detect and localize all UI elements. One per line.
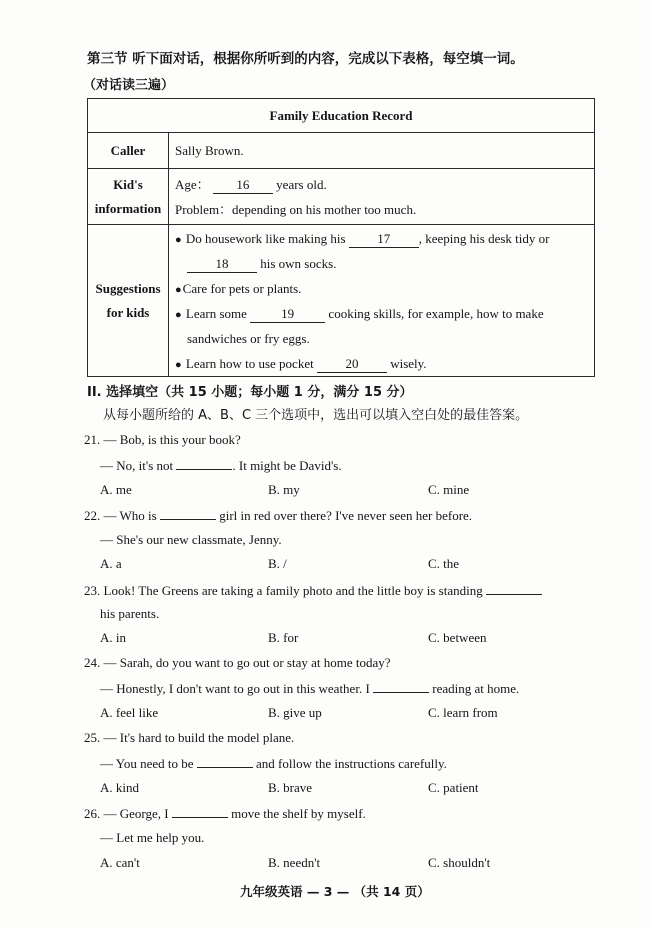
q26-blank [172,805,228,818]
problem-line: Problem：depending on his mother too much. [175,201,417,217]
q24-reply [100,680,519,697]
q25-stem: 25. — It's hard to build the model plane. [84,730,295,745]
q22-option-a: A. a [100,556,122,571]
suggestions-cell [169,225,595,377]
suggestion-1-text-a: Do housework like making his [185,230,346,246]
q21-reply-b: . It might be David's. [232,458,342,473]
q21-stem: 21. — Bob, is this your book? [84,432,241,447]
q22-option-b: B. / [268,556,287,571]
suggestion-1 [175,226,594,251]
q25-option-c: C. patient [428,780,479,795]
part2-title: II. 选择填空（共 15 小题；每小题 1 分，满分 15 分） [87,385,413,400]
q21-blank [176,457,232,470]
q25-option-b: B. brave [268,780,313,795]
q23-option-a: A. in [100,630,126,645]
caller-label: Caller [88,133,169,169]
q24-option-a: A. feel like [100,705,159,720]
q25-blank [197,755,253,768]
q26-option-c: C. shouldn't [428,855,491,870]
blank-18: 18 [187,255,257,273]
q24-blank [373,680,429,693]
q22-stem-a: 22. — Who is [84,508,157,523]
suggestion-3 [175,301,594,326]
q22-blank [160,507,216,520]
q22-stem-b: girl in red over there? I've never seen her before. [219,508,473,523]
blank-19: 19 [250,305,325,323]
suggestion-3-text-b: cooking skills, for example, how to make [328,305,544,321]
q26-stem-a: 26. — George, I [84,806,169,821]
suggestion-1-continued [175,251,594,276]
suggestions-label-line2: for kids [106,304,150,320]
q25-reply-a: — You need to be [100,756,194,771]
q24-reply-a: — Honestly, I don't want to go out in this weather. I [100,681,370,696]
suggestion-1-text-b: , keeping his desk tidy or [418,230,550,246]
suggestions-label-line1: Suggestions [95,280,161,296]
blank-17: 17 [349,230,419,248]
kid-label-line2: information [94,200,162,216]
q23-option-b: B. for [268,630,299,645]
q21-option-a: A. me [100,482,132,497]
suggestion-1-text-c: his own socks. [260,255,337,271]
q21-reply-a: — No, it's not [100,458,174,473]
suggestion-4-text-b: wisely. [390,355,427,371]
q25-option-a: A. kind [100,780,139,795]
age-prefix: Age： [175,176,210,192]
q26-option-b: B. needn't [268,855,321,870]
q23-option-c: C. between [428,630,487,645]
suggestion-2: ● Care for pets or plants. [175,276,594,301]
q23-continued: his parents. [100,606,160,621]
q24-option-c: C. learn from [428,705,498,720]
q23-blank [486,582,542,595]
q25-reply [100,755,447,772]
section-title: 第三节 听下面对话，根据你所听到的内容，完成以下表格，每空填一词。 [87,51,524,67]
q21-reply [100,457,342,474]
kid-info-label [88,169,169,225]
q24-stem: 24. — Sarah, do you want to go out or stay at home today? [84,655,391,670]
q25-reply-b: and follow the instructions carefully. [256,756,447,771]
q23-stem-a: 23. Look! The Greens are taking a family photo and the little boy is standing [84,583,483,598]
q24-reply-b: reading at home. [432,681,520,696]
q21-option-b: B. my [268,482,300,497]
q22-option-c: C. the [428,556,460,571]
q26-stem-b: move the shelf by myself. [231,806,366,821]
page-footer: 九年级英语 — 3 — （共 14 页） [240,884,430,899]
section-note: （对话读三遍） [83,78,175,93]
q23-stem [84,582,542,599]
q21-option-c: C. mine [428,482,470,497]
q26-stem [84,805,366,822]
suggestions-label [88,225,169,377]
suggestion-3-text-a: Learn some [185,305,247,321]
q26-option-a: A. can't [100,855,140,870]
blank-16: 16 [213,176,273,194]
q22-stem [84,507,472,524]
suggestion-4-text-a: Learn how to use pocket [185,355,314,371]
q24-option-b: B. give up [268,705,322,720]
age-suffix: years old. [276,176,327,192]
q22-reply: — She's our new classmate, Jenny. [100,532,282,547]
caller-value: Sally Brown. [169,133,595,169]
suggestion-4 [175,351,594,376]
kid-label-line1: Kid's [113,176,143,192]
part2-instruction: 从每小题所给的 A、B、C 三个选项中，选出可以填入空白处的最佳答案。 [103,408,529,423]
kid-info-cell [169,169,595,225]
q26-reply: — Let me help you. [100,830,205,845]
family-education-record-table [87,98,595,377]
record-title: Family Education Record [88,99,595,133]
blank-20: 20 [317,355,387,373]
age-line [175,172,594,197]
suggestion-3-continued: sandwiches or fry eggs. [187,330,310,346]
